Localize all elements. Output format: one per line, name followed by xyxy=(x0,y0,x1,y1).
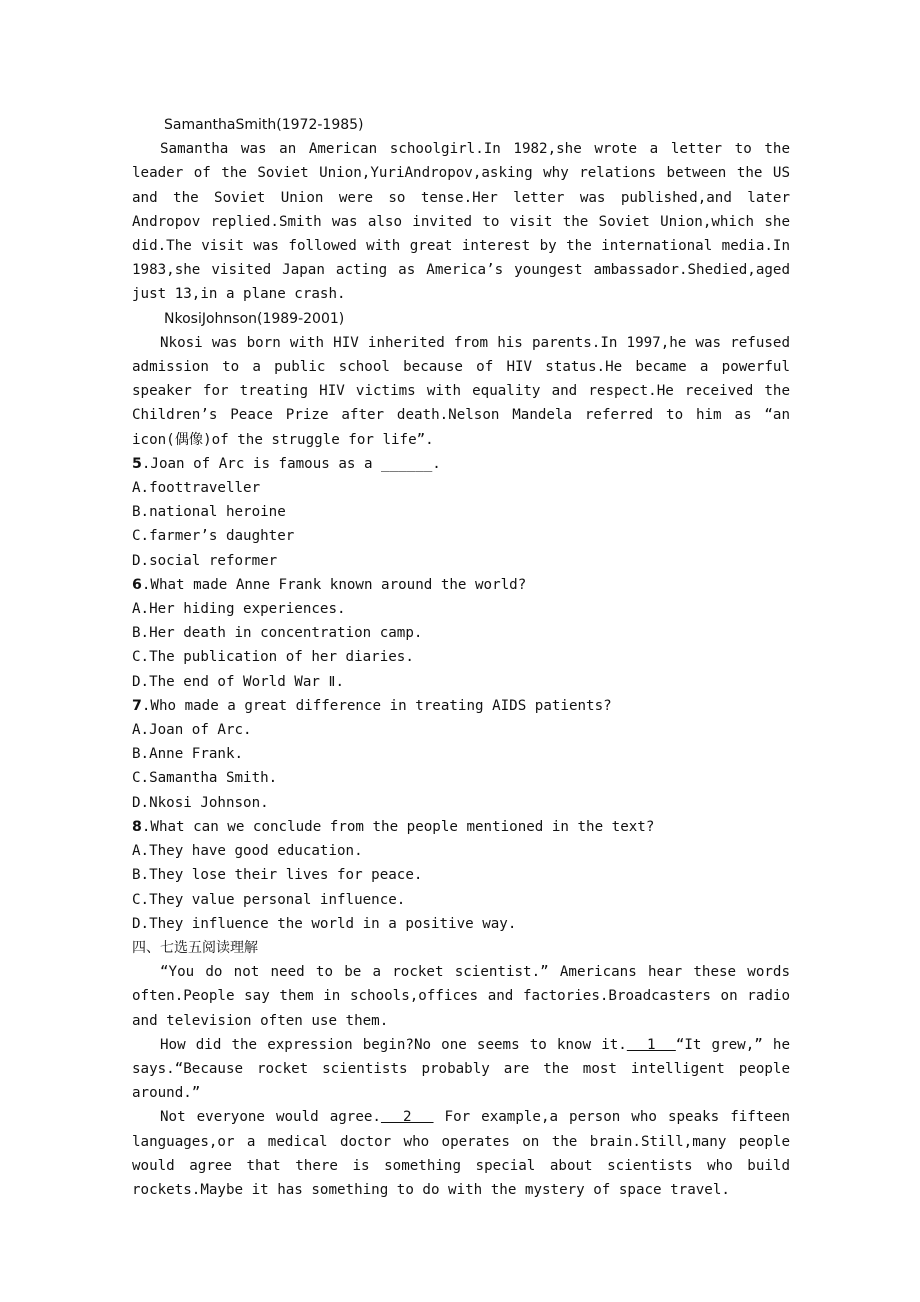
question-text: .What made Anne Frank known around the world? xyxy=(141,576,527,593)
question-stem xyxy=(132,815,790,839)
section-paragraph-3 xyxy=(132,1105,790,1202)
section-paragraph-1: “You do not need to be a rocket scientist.” Americans hear these words often.People say them in schools,offices and factories.Broadcasters on radio and television often use them. xyxy=(132,964,790,1029)
option-a: A.Her hiding experiences. xyxy=(132,601,346,618)
option-b: B.Her death in concentration camp. xyxy=(132,625,423,642)
option-a: A.foottraveller xyxy=(132,480,261,497)
blank-1: 1 xyxy=(626,1036,676,1053)
question-8 xyxy=(132,815,790,936)
option-d: D.social reformer xyxy=(132,552,278,569)
question-stem xyxy=(132,694,790,718)
question-text: .What can we conclude from the people mentioned in the text? xyxy=(141,818,655,835)
option-c: C.Samantha Smith. xyxy=(132,770,278,787)
question-number: 7 xyxy=(132,697,142,714)
section-paragraph-2 xyxy=(132,1033,790,1106)
question-stem xyxy=(132,573,790,597)
option-a: A.Joan of Arc. xyxy=(132,722,252,739)
option-d: D.Nkosi Johnson. xyxy=(132,794,269,811)
option-b: B.Anne Frank. xyxy=(132,746,244,763)
question-text: .Joan of Arc is famous as a ______. xyxy=(141,455,441,472)
option-c: C.They value personal influence. xyxy=(132,891,406,908)
bio-text-samantha: Samantha was an American schoolgirl.In 1982,she wrote a letter to the leader of the Soviet Union,YuriAndropov,asking why relations between the US and the Soviet Union were so tense.Her letter was published,and later Andropov replied.Smith was also invited to visit the Soviet Union,which she did.The visit was followed with great interest by the international media.In 1983,she visited Japan acting as America’s youngest ambassador.Shedied,aged just 13,in a plane crash. xyxy=(132,141,790,303)
question-number: 6 xyxy=(132,576,142,593)
question-7 xyxy=(132,694,790,815)
bio-heading-samantha: SamanthaSmith(1972-1985) xyxy=(164,117,364,133)
bio-text-nkosi: Nkosi was born with HIV inherited from his parents.In 1997,he was refused admission to a public school because of HIV status.He became a powerful speaker for treating HIV victims with equality and respect.He received the Children’s Peace Prize after death.Nelson Mandela referred to him as “an icon(偶像)of the struggle for life”. xyxy=(132,334,790,448)
question-number: 5 xyxy=(132,455,142,472)
section-title: 四、七选五阅读理解 xyxy=(132,939,258,956)
option-c: C.The publication of her diaries. xyxy=(132,649,414,666)
question-stem xyxy=(132,452,790,476)
question-5 xyxy=(132,452,790,573)
document-page xyxy=(132,113,790,1202)
question-6 xyxy=(132,573,790,694)
option-b: B.They lose their lives for peace. xyxy=(132,867,423,884)
question-text: .Who made a great difference in treating AIDS patients? xyxy=(141,697,612,714)
option-c: C.farmer’s daughter xyxy=(132,528,295,545)
bio-heading-nkosi: NkosiJohnson(1989-2001) xyxy=(164,310,345,327)
paragraph-text: For example,a person who speaks fifteen languages,or a medical doctor who operates on the brain.Still,many people would agree that there is something special about scientists who build rockets.Maybe it has something to do with the mystery of space travel. xyxy=(132,1109,790,1198)
option-d: D.The end of World War Ⅱ. xyxy=(132,673,344,690)
question-number: 8 xyxy=(132,818,142,835)
paragraph-text: Not everyone would agree. xyxy=(160,1109,381,1126)
option-a: A.They have good education. xyxy=(132,843,363,860)
option-d: D.They influence the world in a positive way. xyxy=(132,915,517,932)
paragraph-text: “It grew,” he says.“Because rocket scientists probably are the most intelligent people around.” xyxy=(132,1036,790,1102)
option-b: B.national heroine xyxy=(132,504,286,521)
paragraph-text: How did the expression begin?No one seems to know it. xyxy=(160,1036,627,1053)
blank-2: 2 xyxy=(380,1109,434,1126)
